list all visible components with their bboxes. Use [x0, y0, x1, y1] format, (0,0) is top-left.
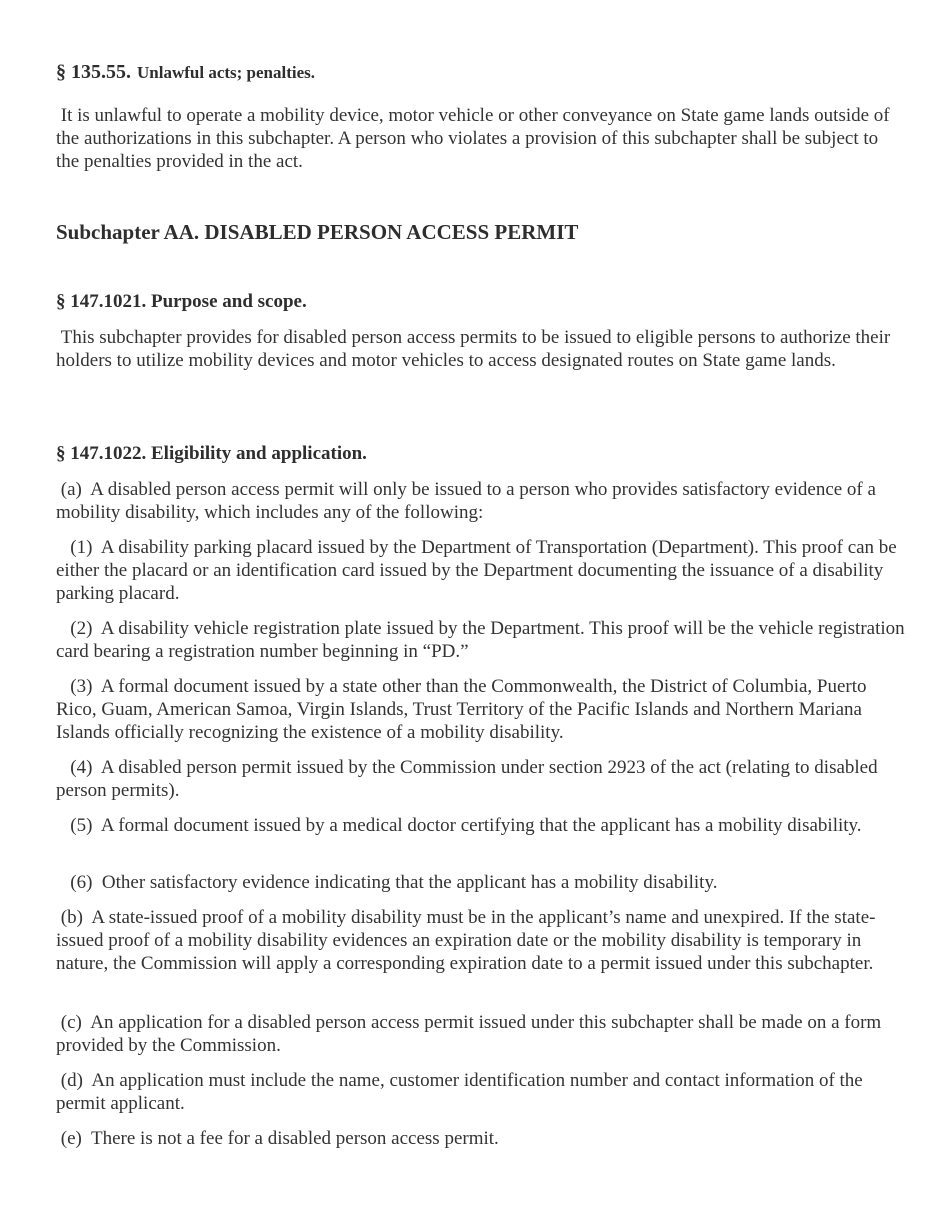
list-item-4: (4) A disabled person permit issued by the Commission under section 2923 of the act (relating to disabled person permits). [56, 757, 883, 802]
list-item-3: (3) A formal document issued by a state other than the Commonwealth, the District of Columbia, Puerto Rico, Guam, American Samoa, Virgin Islands, Trust Territory of the Pacific Islands and Northern Mariana Islands officially recognizing the existence of a mobility disability. [56, 676, 872, 744]
subsection-c: (c) An application for a disabled person access permit issued under this subchapter shall be made on a form provided by the Commission. [56, 1012, 886, 1057]
list-item-1: (1) A disability parking placard issued by the Department of Transportation (Department). This proof can be either the placard or an identification card issued by the Department documenting the issuance of a disability parking placard. [56, 537, 902, 605]
section-135-55-heading [56, 58, 906, 85]
section-135-55-title: Unlawful acts; penalties. [137, 63, 316, 82]
list-item-5: (5) A formal document issued by a medical doctor certifying that the applicant has a mobility disability. [56, 815, 862, 836]
subsection-d: (d) An application must include the name, customer identification number and contact information of the permit applicant. [56, 1070, 868, 1115]
list-item-6: (6) Other satisfactory evidence indicating that the applicant has a mobility disability. [56, 872, 718, 893]
section-147-1022-heading: § 147.1022. Eligibility and application. [56, 443, 367, 464]
subsection-a: (a) A disabled person access permit will only be issued to a person who provides satisfactory evidence of a mobility disability, which includes any of the following: [56, 479, 881, 524]
section-147-1021-body: This subchapter provides for disabled person access permits to be issued to eligible persons to authorize their holders to utilize mobility devices and motor vehicles to access designated routes on State game lands. [56, 327, 895, 372]
subchapter-heading: Subchapter AA. DISABLED PERSON ACCESS PERMIT [56, 220, 579, 244]
section-135-55-body: It is unlawful to operate a mobility device, motor vehicle or other conveyance on State game lands outside of the authorizations in this subchapter. A person who violates a provision of this subchapter shall be subject to the penalties provided in the act. [56, 105, 895, 173]
section-135-55-number: § 135.55. [56, 61, 131, 83]
list-item-2: (2) A disability vehicle registration plate issued by the Department. This proof will be the vehicle registration card bearing a registration number beginning in “PD.” [56, 618, 910, 663]
section-147-1021-heading: § 147.1021. Purpose and scope. [56, 291, 307, 312]
subsection-e: (e) There is not a fee for a disabled person access permit. [56, 1128, 499, 1149]
subsection-b: (b) A state-issued proof of a mobility disability must be in the applicant’s name and unexpired. If the state-issued proof of a mobility disability evidences an expiration date or the mobility disability is temporary in nature, the Commission will apply a corresponding expiration date to a permit issued under this subchapter. [56, 907, 876, 975]
